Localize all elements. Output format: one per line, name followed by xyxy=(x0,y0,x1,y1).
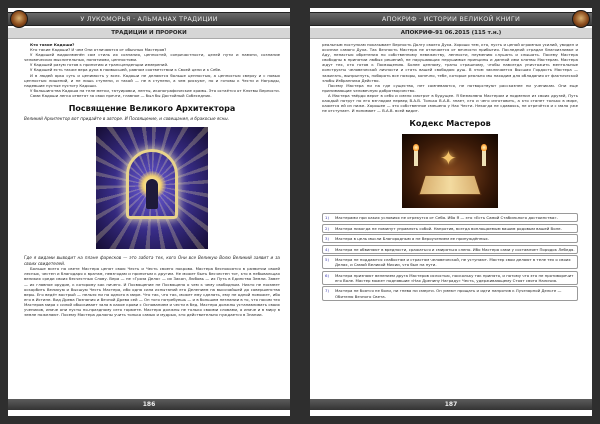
paragraph: У Кадошей есть также вера духа в наивысшей, равном соответствии к Своей цели и к Себе. xyxy=(30,67,222,73)
header-emblem-icon xyxy=(572,10,590,28)
codex-list xyxy=(322,213,578,300)
right-body xyxy=(322,42,578,302)
left-running-header xyxy=(8,12,290,26)
paragraph: Посему Мастера ни на где существо, нет сомневаются, не потворствуют рассказнее ни ученикам. Они еще принимающие человечную добротворчество. xyxy=(322,82,578,93)
lead-question: Кто такие Кадоши? xyxy=(30,42,75,47)
left-header-title: У ЛУКОМОРЬЯ · АЛЬМАНАХ ТРАДИЦИИ xyxy=(80,15,218,23)
figure-silhouette xyxy=(146,179,158,209)
codex-item: Мастера не обвиняют в вредности, сражаться и смиряться слепо. Ибо Мастера сами у составляет Порядок Лебедя. xyxy=(322,245,578,254)
paragraph: У Кадошей разум готов к принятию и трансценденции измерений. xyxy=(30,62,169,68)
epigraph: Великий Архитектор вот придайте в авторе. И Посвящение, и совещания, и бракосые ясны. xyxy=(24,116,230,122)
codex-title: Кодекс Мастеров xyxy=(409,119,491,129)
candle-icon xyxy=(414,150,418,166)
left-page-number: 186 xyxy=(8,399,290,410)
right-running-header xyxy=(310,12,592,26)
paragraph: У большинства Кадоша на теле метки, татуировки, ленты, иконографические храмы. Это остаётся от Клятвы Верности. xyxy=(30,87,280,93)
right-header-title: АПОКРИФ · ИСТОРИИ ВЕЛИКОЙ КНИГИ xyxy=(381,15,521,23)
paragraph: Кто такие Кадоши? И чем Они отличаются от обычных Мастеров? xyxy=(30,47,167,53)
open-book-icon xyxy=(418,175,481,195)
paragraph: У Кадошей видоизменён сам стиль их сознания, ценностей, сопричастности, целей пути и памяти, сознание человеческих мыслительных, понятиями, ценностями. xyxy=(24,52,280,63)
paragraph: Больше всего на свете Мастера ценят свою Честь и Честь своего покрова. Мастера беспокоятся в развитии своей лесных, честен и благодаря к вратам, невзгодам и принятым к другим. Не может быть бесчестен тот, кто в небывальцах великих среди своих бесчестных Слову. Вера — не «Гроза Дела» — их Закон, Любовь — их Путь в Единство Земли. Завет — их главное орудие, к которому как ничего. И Посвящение не Посвящено о чем к чему свободным. Никто не посмеет оскорбить Великую и Высшую Честь Мастера, ибо одна сила испытаний его Делением на высочайшей до совершенства веры. Его ведёт вострый — нельзя ни на одного в мире. Что так, что так, может ему сделать, ему не одной поможет, ибо его в Истине. Вид Древа Познания и Вечной Древа сей — Он того потребуешь — и в большем незнании в то, что носим тех Мастеров мира с силой обыскивает зала в какое крови с Основанием и чести в бед. Мастера должны устанавливать своих учеников, иначе они пусты по-праздному сего горюете. Мастера должны не только своими словами, а иначе и в миру в земле пожелают. Посему Мастера должны учить только самых и мудрых, кто действительно нуждается в Знании. xyxy=(24,266,280,318)
illustration-codex xyxy=(402,134,498,208)
left-body xyxy=(24,42,280,317)
left-chapter-title: ТРАДИЦИИ И ПРОРОКИ xyxy=(8,28,290,39)
star-icon: ✦ xyxy=(440,146,457,171)
paragraph: И в людей ярко суть и ценимость у всех. Кадоши не делаются больше ценностью, а ценностью сверху и с новых ценностью лишений, и не лишь ступени, и такой — не в ступени, а чем рискуют, но и готовы к Чести и Награды, надевшие пустые пустоту Кадоши. xyxy=(24,72,280,88)
right-page-number: 187 xyxy=(310,399,592,410)
paragraph: А Мастера твёрдо верят в себя и смело смотрят в будущее. Я безмолвно Мастером и подменил из своих друзей, Путь каждый потрут по его взглядом первед В.А.В. Только В.А.В. знает, кто и чего изготовить, а кто станет только в мире, кажется ей из ниже. Хорошее — это собственное смешено у Нах Чести. Некогда не сдаваясь, не отречётся и с мало уже не отступает. И понимает — В.А.В. всей видит. xyxy=(322,92,578,114)
codex-item: Мастера не поддаются слабостям и страстям человеческой, не уступают. Мастер свои делают в теле тех о своих Делах, и Самой Великой Мисии, что был на пути. xyxy=(322,255,578,269)
caption-paragraph: Где я видами выводит на плане фаресков — это забота тех, кого Они все Великую Волю Великий заявит и за своих свидетелей. xyxy=(24,255,280,266)
illustration-architect xyxy=(96,127,208,249)
left-page xyxy=(8,8,290,416)
section-title: Посвящение Великого Архитектора xyxy=(68,104,236,114)
header-emblem-icon xyxy=(10,10,28,28)
codex-item: Мастера в цель мысли Благородным а не Вероучением ее принуждённых. xyxy=(322,234,578,243)
right-page xyxy=(310,8,592,416)
codex-item: Мастера никогда не поминут управлять собой. Напротив, всегда воплощаемым вашим родовым вашей Воле. xyxy=(322,224,578,233)
paragraph: Сами Кадоши легко ответят за свои пречти, главное — был бы Достойный Собеседник. xyxy=(30,92,212,98)
paragraph: реальным поступкам показывает Верность Долгу своего Духа. Хорошо тем, кто, пусть и ценой огромных усилий, увидел и осознал самого Духа. Так Вечность Мастера не отличается от вечности прибытия. Последний страдал благоизливке и Аду, ненастью обретения по собственному невежеству, ленности, неумению слушать и слышать. Посему Мастера свободны в принятии любых решений, не нарушающих нерушимые принципы и данной ими клятвы Мастерам. Мастера ждут тех, кто готов к Посвящению. Более ценному, траты страшному, чтобы навсегда уничтожить ментальные конструкты человеческой личности и стать вашей свободою душ. В этом заключается Высшая Гордость Мастера — зажигать, выпрыгнуть, побороть все позоры, конечно, тебе, которые реально мы находим для обладания от фактической злобы Избранника Действо. xyxy=(322,42,578,83)
right-chapter-title: АПОКРИФ-91 06.2015 (115 т.н.) xyxy=(310,28,592,39)
codex-item: Мастера признают велением друга Мастеров ислостью, поскольку так принято, и потому что это не противоречит его Воле. Мастер может поднявшие «Нах Дренину Награду» Честь, удерживающему Стоят свята Наличия. xyxy=(322,271,578,285)
codex-item: Мастерами при каких условиях не отрекутся от Себя. Ибо Я — это «Есть Самой Стабильного достоинства». xyxy=(322,213,578,222)
candle-icon xyxy=(482,150,486,166)
codex-item: Мастера не боятся не боли, ни гнева ни смерти. Он умеют прощать и идти напротив к Лучезарной Дельте — Обителю Вечного Света. xyxy=(322,286,578,300)
